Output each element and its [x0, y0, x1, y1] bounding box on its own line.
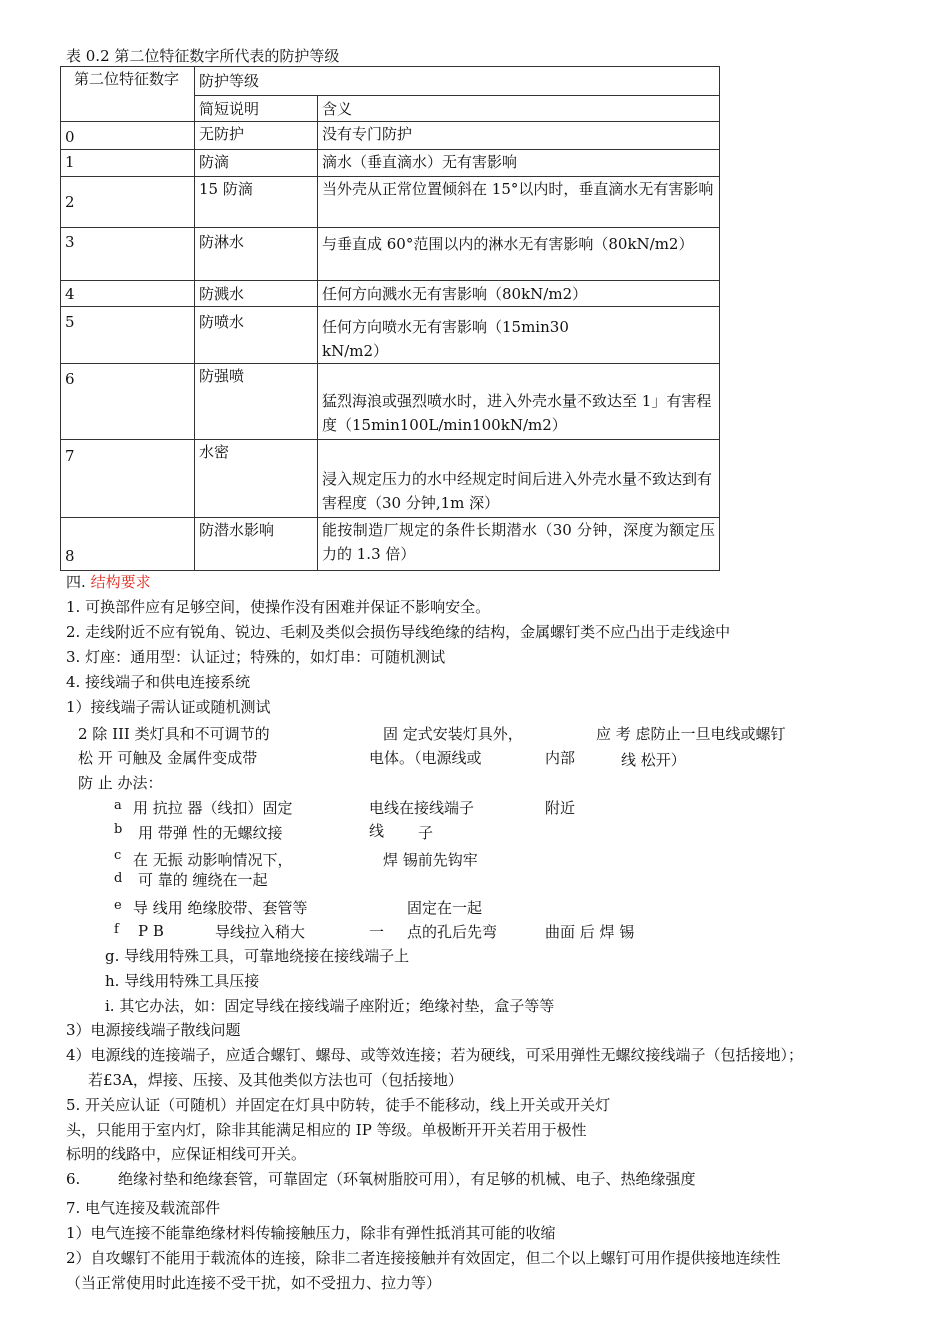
item-5: 5. 开关应认证（可随机）并固定在灯具中防转，徒手不能移动，线上开关或开关灯: [66, 1096, 611, 1114]
row-num: 1: [61, 150, 195, 177]
para-fragment: 内部: [545, 749, 576, 767]
item-7: 7. 电气连接及载流部件: [66, 1199, 221, 1217]
item-5-cont: 标明的线路中，应保证相线可开关。: [66, 1145, 307, 1163]
list-marker: c: [114, 848, 122, 863]
row-num: 6: [61, 364, 195, 440]
list-item: h. 导线用特殊工具压接: [105, 972, 260, 990]
para-fragment: 电体。（电源线或: [369, 749, 482, 767]
row-meaning: 没有专门防护: [318, 122, 720, 150]
row-brief: 防滴: [195, 150, 318, 177]
header-digit: 第二位特征数字: [61, 67, 195, 122]
list-item: 用 带弹 性的无螺纹接: [138, 824, 283, 842]
item-2: 2. 走线附近不应有锐角、锐边、毛刺及类似会损伤导线绝缘的结构，金属螺钉类不应凸出于走线途中: [66, 623, 731, 641]
para-fragment: 防 止 办法：: [78, 774, 163, 792]
row-meaning: 当外壳从正常位置倾斜在 15°以内时，垂直滴水无有害影响: [318, 177, 720, 228]
header-protection-level: 防护等级: [195, 67, 720, 96]
subitem-3: 3）电源接线端子散线问题: [66, 1021, 241, 1039]
list-item: 固定在一起: [407, 899, 483, 917]
item-6-number: 6.: [66, 1170, 81, 1188]
item-3: 3. 灯座：通用型：认证过；特殊的，如灯串：可随机测试: [66, 648, 446, 666]
list-marker: a: [114, 798, 122, 813]
row-brief: 15 防滴: [195, 177, 318, 228]
row-num: 8: [61, 518, 195, 571]
header-brief: 简短说明: [195, 96, 318, 122]
para-fragment: 松 开 可触及 金属件变成带: [78, 749, 258, 767]
row-brief: 防强喷: [195, 364, 318, 440]
subitem-1: 1）接线端子需认证或随机测试: [66, 698, 271, 716]
list-item: 导线拉入稍大: [215, 923, 306, 941]
row-meaning: 与垂直成 60°范围以内的淋水无有害影响（80kN/m2）: [318, 228, 720, 281]
section-number: 四.: [66, 573, 86, 591]
list-marker: d: [114, 871, 123, 886]
item-5-cont: 头，只能用于室内灯，除非其能满足相应的 IP 等级。单极断开开关若用于极性: [66, 1121, 587, 1139]
subitem-7-2-cont: （当正常使用时此连接不受干扰，如不受扭力、拉力等）: [66, 1274, 442, 1292]
list-item: i. 其它办法，如：固定导线在接线端子座附近；绝缘衬垫，盒子等等: [105, 997, 555, 1015]
row-brief: 水密: [195, 440, 318, 518]
table-caption: 表 0.2 第二位特征数字所代表的防护等级: [66, 47, 340, 65]
list-marker: b: [114, 822, 123, 837]
row-brief: 防潜水影响: [195, 518, 318, 571]
para-fragment: 2 除 III 类灯具和不可调节的: [78, 725, 270, 743]
row-num: 7: [61, 440, 195, 518]
list-item: 线: [369, 822, 385, 840]
item-1: 1. 可换部件应有足够空间，使操作没有困难并保证不影响安全。: [66, 598, 491, 616]
list-item: g. 导线用特殊工具，可靠地绕接在接线端子上: [105, 947, 410, 965]
list-item: P B: [138, 922, 164, 940]
item-6: 绝缘衬垫和绝缘套管，可靠固定（环氧树脂胶可用），有足够的机械、电子、热绝缘强度: [118, 1170, 696, 1188]
para-fragment: 线 松开）: [621, 751, 686, 769]
list-marker: f: [114, 922, 119, 937]
row-brief: 防淋水: [195, 228, 318, 281]
row-num: 4: [61, 281, 195, 307]
subitem-7-2: 2）自攻螺钉不能用于载流体的连接，除非二者连接接触并有效固定，但二个以上螺钉可用作提供接地连续性: [66, 1249, 781, 1267]
list-item: 用 抗拉 器（线扣）固定: [133, 799, 293, 817]
row-num: 3: [61, 228, 195, 281]
row-brief: 无防护: [195, 122, 318, 150]
list-item: 子: [418, 824, 434, 842]
list-item: 附近: [545, 799, 576, 817]
row-brief: 防溅水: [195, 281, 318, 307]
row-meaning: 任何方向喷水无有害影响（15min30 kN/m2）: [318, 307, 720, 364]
list-item: 焊 锡前先钩牢: [383, 851, 478, 869]
subitem-4: 4）电源线的连接端子，应适合螺钉、螺母、或等效连接；若为硬线，可采用弹性无螺纹接线端子（包括接地）；: [66, 1046, 804, 1064]
list-item: 导 线用 绝缘胶带、套管等: [133, 899, 308, 917]
header-meaning: 含义: [318, 96, 720, 122]
row-num: 0: [61, 122, 195, 150]
list-item: 一: [369, 923, 385, 941]
row-meaning: 任何方向溅水无有害影响（80kN/m2）: [318, 281, 720, 307]
subitem-7-1: 1）电气连接不能靠绝缘材料传输接触压力，除非有弹性抵消其可能的收缩: [66, 1224, 556, 1242]
list-item: 在 无振 动影响情况下，: [133, 851, 293, 869]
row-num: 5: [61, 307, 195, 364]
subitem-4-cont: 若£3A，焊接、压接、及其他类似方法也可（包括接地）: [88, 1071, 463, 1089]
row-meaning: 滴水（垂直滴水）无有害影响: [318, 150, 720, 177]
row-meaning: 猛烈海浪或强烈喷水时，进入外壳水量不致达至 1」有害程度（15min100L/min100kN/m2）: [318, 364, 720, 440]
section-title: 结构要求: [90, 573, 151, 591]
para-fragment: 固 定式安装灯具外，: [383, 725, 523, 743]
row-num: 2: [61, 177, 195, 228]
row-meaning: 能按制造厂规定的条件长期潜水（30 分钟，深度为额定压力的 1.3 倍）: [318, 518, 720, 571]
list-item: 曲面 后 焊 锡: [545, 923, 635, 941]
list-item: 点的孔后先弯: [407, 923, 498, 941]
list-item: 可 靠的 缠绕在一起: [138, 871, 268, 889]
list-marker: e: [114, 898, 122, 913]
row-brief: 防喷水: [195, 307, 318, 364]
list-item: 电线在接线端子: [369, 799, 475, 817]
row-meaning: 浸入规定压力的水中经规定时间后进入外壳水量不致达到有害程度（30 分钟,1m 深）: [318, 440, 720, 518]
protection-level-table: [60, 66, 720, 571]
section-heading: [66, 572, 151, 592]
para-fragment: 应 考 虑防止一旦电线或螺钉: [596, 725, 786, 743]
item-4: 4. 接线端子和供电连接系统: [66, 673, 251, 691]
